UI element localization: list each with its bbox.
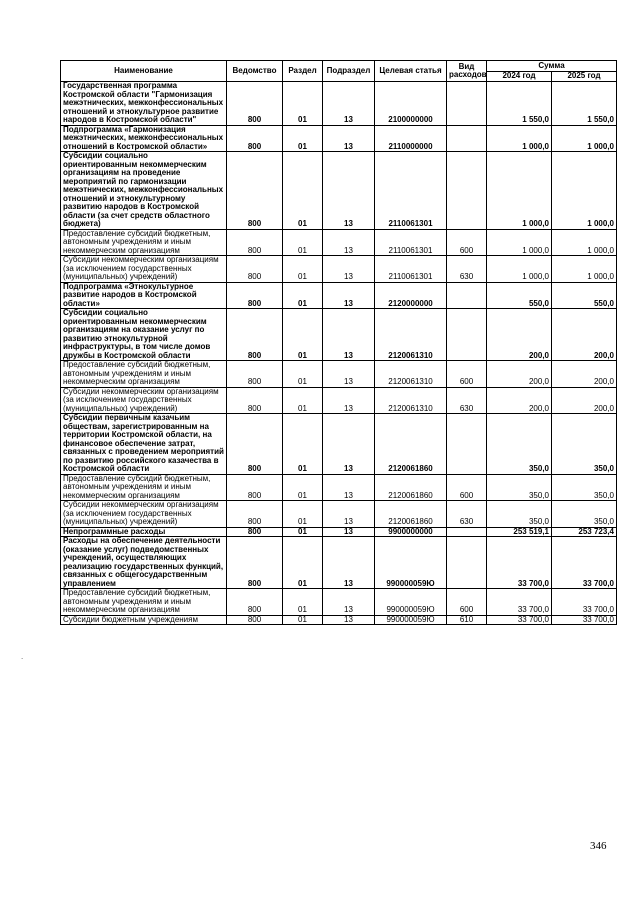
cell-target: 990000059Ю bbox=[375, 615, 447, 625]
cell-2024: 1 000,0 bbox=[487, 125, 552, 152]
cell-name: Субсидии бюджетным учреждениям bbox=[61, 615, 227, 625]
cell-2024: 1 000,0 bbox=[487, 152, 552, 230]
table-row bbox=[61, 256, 617, 283]
cell-2024: 350,0 bbox=[487, 501, 552, 528]
cell-expense-type bbox=[447, 282, 487, 309]
cell-2024: 33 700,0 bbox=[487, 615, 552, 625]
cell-name: Предоставление субсидий бюджетным, автономным учреждениям и иным некоммерческим организациям bbox=[61, 589, 227, 616]
budget-table bbox=[60, 60, 617, 625]
cell-target: 2120061310 bbox=[375, 309, 447, 361]
cell-expense-type: 630 bbox=[447, 501, 487, 528]
cell-2025: 1 000,0 bbox=[552, 256, 617, 283]
cell-subsection: 13 bbox=[323, 615, 375, 625]
cell-name: Расходы на обеспечение деятельности (оказание услуг) подведомственных учреждений, осуществляющих реализацию государственных функций, связанных с общегосударственным управлением bbox=[61, 537, 227, 589]
cell-2025: 253 723,4 bbox=[552, 527, 617, 537]
cell-name: Предоставление субсидий бюджетным, автономным учреждениям и иным некоммерческим организациям bbox=[61, 474, 227, 501]
cell-name: Субсидии социально ориентированным некоммерческим организациям на проведение мероприятий по гармонизации межэтнических, межконфессиональных отношений и этнокультурному развитию народов в Костромской области (за счет средств областного бюджета) bbox=[61, 152, 227, 230]
table-row bbox=[61, 474, 617, 501]
table-row bbox=[61, 82, 617, 126]
cell-section: 01 bbox=[283, 309, 323, 361]
cell-dept: 800 bbox=[227, 82, 283, 126]
cell-dept: 800 bbox=[227, 474, 283, 501]
cell-target: 2120000000 bbox=[375, 282, 447, 309]
table-body bbox=[61, 82, 617, 625]
header-target: Целевая статья bbox=[375, 61, 447, 82]
cell-dept: 800 bbox=[227, 589, 283, 616]
cell-subsection: 13 bbox=[323, 229, 375, 256]
cell-subsection: 13 bbox=[323, 361, 375, 388]
table-row bbox=[61, 361, 617, 388]
header-year-2025: 2025 год bbox=[552, 72, 617, 82]
cell-target: 2110061301 bbox=[375, 256, 447, 283]
cell-dept: 800 bbox=[227, 309, 283, 361]
cell-expense-type: 630 bbox=[447, 256, 487, 283]
cell-expense-type bbox=[447, 125, 487, 152]
cell-section: 01 bbox=[283, 82, 323, 126]
cell-2025: 550,0 bbox=[552, 282, 617, 309]
cell-subsection: 13 bbox=[323, 309, 375, 361]
cell-section: 01 bbox=[283, 229, 323, 256]
cell-2025: 33 700,0 bbox=[552, 589, 617, 616]
cell-name: Субсидии социально ориентированным некоммерческим организациям на оказание услуг по развитию этнокультурной инфраструктуры, в том числе домов дружбы в Костромской области bbox=[61, 309, 227, 361]
cell-2024: 350,0 bbox=[487, 474, 552, 501]
cell-dept: 800 bbox=[227, 501, 283, 528]
table-row bbox=[61, 589, 617, 616]
cell-dept: 800 bbox=[227, 527, 283, 537]
cell-expense-type: 600 bbox=[447, 589, 487, 616]
cell-section: 01 bbox=[283, 527, 323, 537]
cell-section: 01 bbox=[283, 125, 323, 152]
cell-subsection: 13 bbox=[323, 256, 375, 283]
cell-2025: 1 000,0 bbox=[552, 229, 617, 256]
cell-subsection: 13 bbox=[323, 82, 375, 126]
cell-dept: 800 bbox=[227, 282, 283, 309]
cell-section: 01 bbox=[283, 256, 323, 283]
cell-section: 01 bbox=[283, 282, 323, 309]
cell-target: 2120061310 bbox=[375, 361, 447, 388]
cell-expense-type bbox=[447, 309, 487, 361]
cell-dept: 800 bbox=[227, 229, 283, 256]
cell-subsection: 13 bbox=[323, 414, 375, 475]
header-expense-type: Вид расходов bbox=[447, 61, 487, 82]
header-subsection: Подраздел bbox=[323, 61, 375, 82]
table-row bbox=[61, 282, 617, 309]
header-year-2024: 2024 год bbox=[487, 72, 552, 82]
cell-expense-type: 610 bbox=[447, 615, 487, 625]
cell-2024: 350,0 bbox=[487, 414, 552, 475]
cell-section: 01 bbox=[283, 387, 323, 414]
cell-target: 2110061301 bbox=[375, 152, 447, 230]
cell-target: 990000059Ю bbox=[375, 589, 447, 616]
cell-2025: 1 550,0 bbox=[552, 82, 617, 126]
cell-2024: 33 700,0 bbox=[487, 537, 552, 589]
cell-name: Субсидии некоммерческим организациям (за исключением государственных (муниципальных) учреждений) bbox=[61, 501, 227, 528]
cell-dept: 800 bbox=[227, 387, 283, 414]
cell-2024: 1 000,0 bbox=[487, 229, 552, 256]
cell-dept: 800 bbox=[227, 414, 283, 475]
cell-dept: 800 bbox=[227, 615, 283, 625]
cell-expense-type bbox=[447, 152, 487, 230]
cell-subsection: 13 bbox=[323, 501, 375, 528]
cell-dept: 800 bbox=[227, 256, 283, 283]
table-row bbox=[61, 309, 617, 361]
cell-target: 2120061860 bbox=[375, 414, 447, 475]
cell-expense-type: 600 bbox=[447, 361, 487, 388]
table-row bbox=[61, 229, 617, 256]
cell-name: Предоставление субсидий бюджетным, автономным учреждениям и иным некоммерческим организациям bbox=[61, 229, 227, 256]
cell-2024: 200,0 bbox=[487, 361, 552, 388]
cell-section: 01 bbox=[283, 361, 323, 388]
cell-name: Непрограммные расходы bbox=[61, 527, 227, 537]
page-number: 346 bbox=[590, 840, 607, 852]
header-section: Раздел bbox=[283, 61, 323, 82]
table-row bbox=[61, 387, 617, 414]
cell-section: 01 bbox=[283, 414, 323, 475]
cell-2025: 1 000,0 bbox=[552, 152, 617, 230]
header-dept: Ведомство bbox=[227, 61, 283, 82]
table-row bbox=[61, 152, 617, 230]
table-row bbox=[61, 501, 617, 528]
cell-section: 01 bbox=[283, 615, 323, 625]
cell-expense-type bbox=[447, 414, 487, 475]
cell-2025: 200,0 bbox=[552, 387, 617, 414]
table-row bbox=[61, 537, 617, 589]
cell-2025: 33 700,0 bbox=[552, 537, 617, 589]
cell-2025: 350,0 bbox=[552, 414, 617, 475]
cell-subsection: 13 bbox=[323, 152, 375, 230]
cell-name: Подпрограмма «Гармонизация межэтнических, межконфессиональных отношений в Костромской области» bbox=[61, 125, 227, 152]
cell-target: 2110061301 bbox=[375, 229, 447, 256]
cell-dept: 800 bbox=[227, 152, 283, 230]
cell-name: Подпрограмма «Этнокультурное развитие народов в Костромской области» bbox=[61, 282, 227, 309]
cell-2024: 200,0 bbox=[487, 309, 552, 361]
cell-2024: 200,0 bbox=[487, 387, 552, 414]
cell-target: 2100000000 bbox=[375, 82, 447, 126]
cell-dept: 800 bbox=[227, 361, 283, 388]
cell-subsection: 13 bbox=[323, 527, 375, 537]
cell-name: Субсидии некоммерческим организациям (за исключением государственных (муниципальных) учреждений) bbox=[61, 387, 227, 414]
cell-target: 2110000000 bbox=[375, 125, 447, 152]
cell-2025: 33 700,0 bbox=[552, 615, 617, 625]
cell-target: 2120061860 bbox=[375, 474, 447, 501]
cell-expense-type: 600 bbox=[447, 474, 487, 501]
cell-expense-type bbox=[447, 537, 487, 589]
cell-2024: 1 000,0 bbox=[487, 256, 552, 283]
cell-dept: 800 bbox=[227, 537, 283, 589]
cell-section: 01 bbox=[283, 152, 323, 230]
header-name: Наименование bbox=[61, 61, 227, 82]
cell-target: 2120061310 bbox=[375, 387, 447, 414]
cell-2025: 350,0 bbox=[552, 474, 617, 501]
cell-name: Предоставление субсидий бюджетным, автономным учреждениям и иным некоммерческим организациям bbox=[61, 361, 227, 388]
cell-target: 9900000000 bbox=[375, 527, 447, 537]
cell-expense-type bbox=[447, 527, 487, 537]
cell-2025: 200,0 bbox=[552, 361, 617, 388]
table-row bbox=[61, 125, 617, 152]
stray-mark: . bbox=[21, 652, 24, 661]
cell-2024: 550,0 bbox=[487, 282, 552, 309]
cell-section: 01 bbox=[283, 589, 323, 616]
cell-expense-type: 630 bbox=[447, 387, 487, 414]
cell-name: Государственная программа Костромской области "Гармонизация межэтнических, межконфессиональных отношений и этнокультурное развитие народов в Костромской области" bbox=[61, 82, 227, 126]
cell-2024: 1 550,0 bbox=[487, 82, 552, 126]
cell-subsection: 13 bbox=[323, 474, 375, 501]
cell-2025: 350,0 bbox=[552, 501, 617, 528]
header-sum: Сумма bbox=[487, 61, 617, 72]
table-row bbox=[61, 615, 617, 625]
cell-subsection: 13 bbox=[323, 537, 375, 589]
cell-subsection: 13 bbox=[323, 387, 375, 414]
cell-2025: 200,0 bbox=[552, 309, 617, 361]
cell-subsection: 13 bbox=[323, 589, 375, 616]
cell-subsection: 13 bbox=[323, 282, 375, 309]
cell-2024: 33 700,0 bbox=[487, 589, 552, 616]
table-row bbox=[61, 414, 617, 475]
cell-section: 01 bbox=[283, 537, 323, 589]
cell-expense-type: 600 bbox=[447, 229, 487, 256]
cell-2025: 1 000,0 bbox=[552, 125, 617, 152]
cell-dept: 800 bbox=[227, 125, 283, 152]
cell-subsection: 13 bbox=[323, 125, 375, 152]
cell-target: 2120061860 bbox=[375, 501, 447, 528]
cell-section: 01 bbox=[283, 474, 323, 501]
cell-expense-type bbox=[447, 82, 487, 126]
cell-2024: 253 519,1 bbox=[487, 527, 552, 537]
cell-target: 990000059Ю bbox=[375, 537, 447, 589]
cell-name: Субсидии некоммерческим организациям (за исключением государственных (муниципальных) учреждений) bbox=[61, 256, 227, 283]
cell-section: 01 bbox=[283, 501, 323, 528]
cell-name: Субсидии первичным казачьим обществам, зарегистрированным на территории Костромской области, на финансовое обеспечение затрат, связанных с проведением мероприятий по развитию российского казачества в Костромской области bbox=[61, 414, 227, 475]
